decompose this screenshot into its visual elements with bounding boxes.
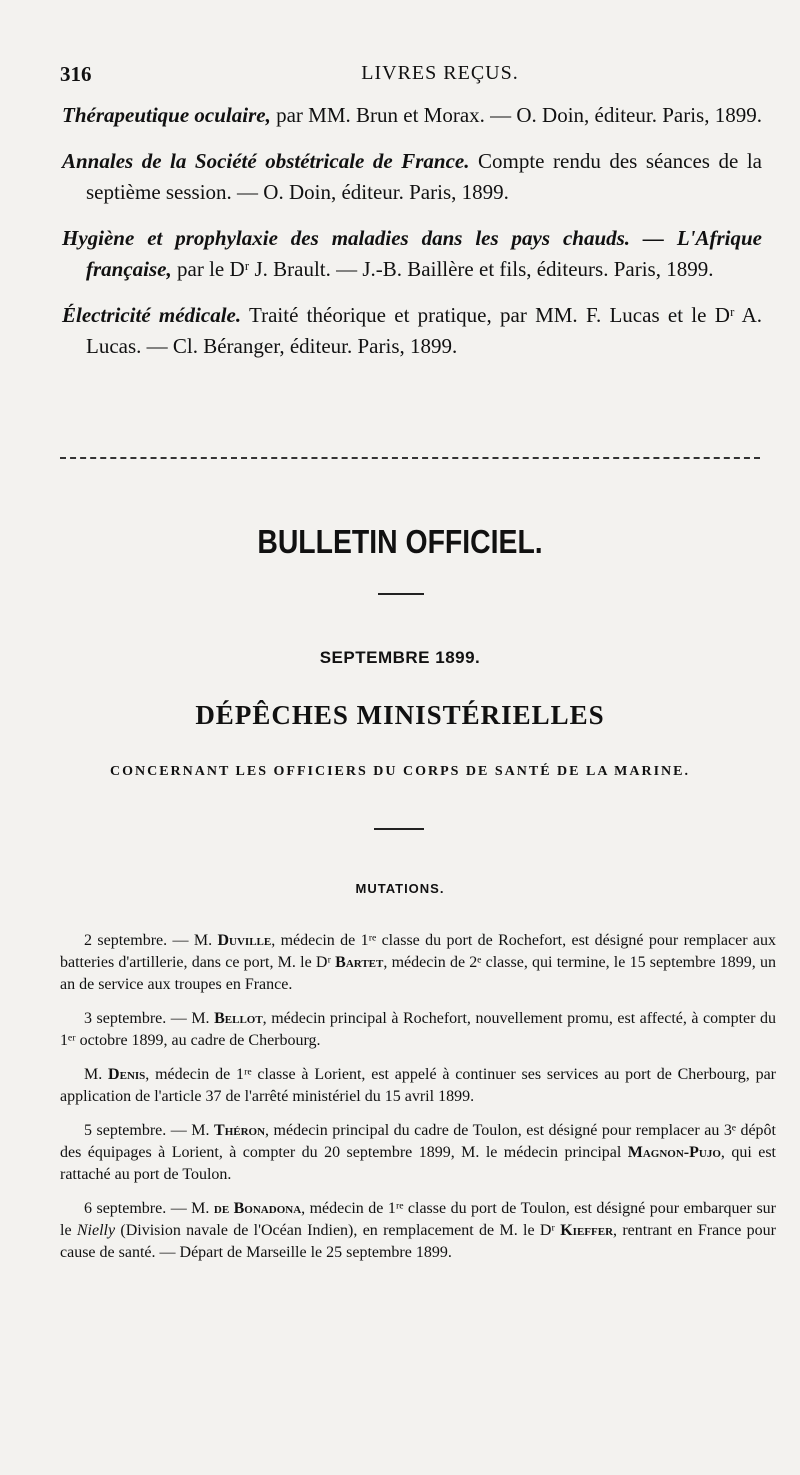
entry-text: , médecin principal à Rochefort, nouvellement promu, est affecté, à compter du 1ᵉʳ octobre 1899, au cadre de Cherbourg. bbox=[60, 1010, 776, 1049]
mutation-entry bbox=[60, 930, 776, 996]
entry-text: , médecin de 2ᵉ classe, qui termine, le 15 septembre 1899, un an de service aux troupes en France. bbox=[60, 954, 776, 993]
officer-name: Théron bbox=[214, 1122, 266, 1139]
books-received-list bbox=[62, 100, 762, 377]
book-title: Annales de la Société obstétricale de France. bbox=[62, 149, 470, 173]
section-divider bbox=[60, 457, 760, 459]
officer-name: Magnon-Pujo bbox=[627, 1144, 721, 1161]
entry-text: (Division navale de l'Océan Indien), en remplacement de M. le Dʳ bbox=[115, 1222, 561, 1239]
page-header bbox=[60, 62, 760, 92]
entry-text: 2 septembre. — M. bbox=[84, 932, 218, 949]
book-entry bbox=[62, 100, 762, 131]
mutations-list bbox=[60, 930, 776, 1276]
bulletin-month: SEPTEMBRE 1899. bbox=[319, 648, 481, 667]
mutation-entry bbox=[60, 1064, 776, 1108]
entry-text: , qui est rattaché au port de Toulon. bbox=[60, 1144, 777, 1183]
book-details: par le Dʳ J. Brault. — J.-B. Baillère et fils, éditeurs. Paris, 1899. bbox=[171, 257, 714, 281]
officer-name: de Bonadona bbox=[213, 1200, 302, 1217]
ship-name: Nielly bbox=[76, 1222, 116, 1239]
book-details: Compte rendu des séances de la septième session. — O. Doin, éditeur. Paris, 1899. bbox=[86, 149, 762, 204]
officer-name: Bartet bbox=[335, 954, 384, 971]
section-subtitle: CONCERNANT LES OFFICIERS DU CORPS DE SANTÉ DE LA MARINE. bbox=[109, 764, 691, 779]
subtitle-rule bbox=[374, 828, 424, 830]
book-title: Thérapeutique oculaire, bbox=[62, 103, 271, 127]
section-title: DÉPÊCHES MINISTÉRIELLES bbox=[195, 700, 605, 730]
book-entry bbox=[62, 146, 762, 208]
entry-text: , médecin de 1ʳᵉ classe du port de Toulon, est désigné pour embarquer sur le bbox=[60, 1200, 776, 1239]
book-title: Électricité médicale. bbox=[62, 303, 242, 327]
book-entry bbox=[62, 223, 762, 285]
page-number: 316 bbox=[60, 62, 92, 86]
book-title: Hygiène et prophylaxie des maladies dans les pays chauds. — L'Afrique française, bbox=[62, 226, 762, 281]
book-entry bbox=[62, 300, 762, 362]
mutation-entry bbox=[60, 1198, 776, 1264]
mutation-entry bbox=[60, 1120, 776, 1186]
title-rule bbox=[378, 593, 424, 595]
entry-text: 3 septembre. — M. bbox=[84, 1010, 215, 1027]
mutations-heading: MUTATIONS. bbox=[355, 881, 445, 896]
officer-name: Duville bbox=[217, 932, 272, 949]
entry-text: , médecin de 1ʳᵉ classe à Lorient, est appelé à continuer ses services au port de Cherbourg, par application de l'article 37 de l'arrêté ministériel du 15 avril 1899. bbox=[60, 1066, 777, 1105]
entry-text: , médecin principal du cadre de Toulon, est désigné pour remplacer au 3ᵉ dépôt des équipages à Lorient, à compter du 20 septembre 1899, M. le médecin principal bbox=[60, 1122, 776, 1161]
entry-text: 5 septembre. — M. bbox=[84, 1122, 215, 1139]
bulletin-title: BULLETIN OFFICIEL. bbox=[257, 523, 543, 560]
entry-text: , médecin de 1ʳᵉ classe du port de Rochefort, est désigné pour remplacer aux batteries d'artillerie, dans ce port, M. le Dʳ bbox=[60, 932, 776, 971]
mutation-entry bbox=[60, 1008, 776, 1052]
book-details: par MM. Brun et Morax. — O. Doin, éditeur. Paris, 1899. bbox=[270, 103, 762, 127]
running-head: LIVRES REÇUS. bbox=[361, 62, 519, 84]
entry-text: 6 septembre. — M. bbox=[84, 1200, 214, 1217]
officer-name: Bellot bbox=[214, 1010, 263, 1027]
entry-text: , rentrant en France pour cause de santé. — Départ de Marseille le 25 septembre 1899. bbox=[60, 1222, 777, 1261]
entry-text: M. bbox=[84, 1066, 109, 1083]
officer-name: Denis bbox=[108, 1066, 146, 1083]
book-details: Traité théorique et pratique, par MM. F. Lucas et le Dʳ A. Lucas. — Cl. Béranger, éditeur. Paris, 1899. bbox=[86, 303, 762, 358]
officer-name: Kieffer bbox=[560, 1222, 614, 1239]
